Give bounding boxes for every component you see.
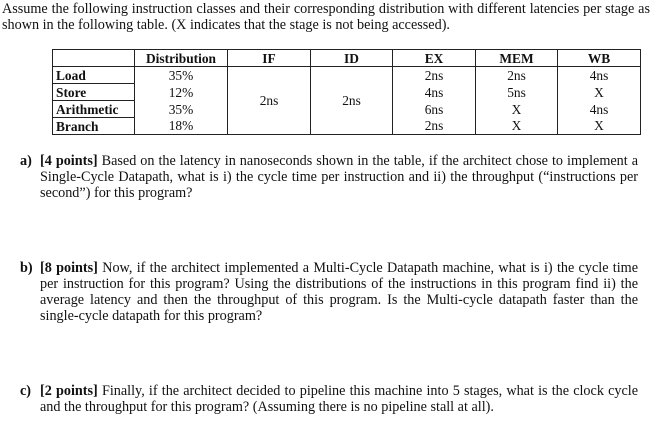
wb-cell: X xyxy=(558,118,641,135)
distribution-cell: 35% xyxy=(135,67,228,84)
question-letter: c) xyxy=(20,383,32,399)
ex-cell: 4ns xyxy=(393,84,476,101)
question-letter: a) xyxy=(20,153,32,169)
distribution-cell: 18% xyxy=(135,118,228,135)
header-if: IF xyxy=(228,50,311,67)
distribution-cell: 35% xyxy=(135,101,228,118)
mem-cell: X xyxy=(476,118,558,135)
question-b xyxy=(20,260,638,324)
question-letter: b) xyxy=(20,260,33,276)
latency-table xyxy=(52,49,641,135)
if-latency-cell: 2ns xyxy=(228,67,311,135)
question-points: [4 points] xyxy=(40,153,98,169)
question-text: Finally, if the architect decided to pipeline this machine into 5 stages, what is the clock cycle and the throughput for this program? (Assuming there is no pipeline stall at all). xyxy=(40,383,639,415)
ex-cell: 6ns xyxy=(393,101,476,118)
row-label: Branch xyxy=(53,118,135,135)
question-text: Now, if the architect implemented a Multi-Cycle Datapath machine, what is i) the cycle time per instruction for this program? Using the distributions of the instructions in this program find ii) the average latency and then the throughput of this program. Is the Multi-cycle datapath faster than the single-cycle datapath for this program? xyxy=(40,260,638,324)
question-c xyxy=(20,383,639,415)
ex-cell: 2ns xyxy=(393,118,476,135)
header-id: ID xyxy=(311,50,393,67)
header-wb: WB xyxy=(558,50,641,67)
wb-cell: 4ns xyxy=(558,67,641,84)
mem-cell: 5ns xyxy=(476,84,558,101)
row-label: Arithmetic xyxy=(53,101,135,118)
question-a xyxy=(20,153,638,201)
header-ex: EX xyxy=(393,50,476,67)
header-mem: MEM xyxy=(476,50,558,67)
wb-cell: 4ns xyxy=(558,101,641,118)
table-header-row xyxy=(53,50,641,67)
mem-cell: 2ns xyxy=(476,67,558,84)
header-distribution: Distribution xyxy=(135,50,228,67)
question-points: [2 points] xyxy=(40,383,98,399)
row-label: Store xyxy=(53,84,135,101)
question-text: Based on the latency in nanoseconds shown in the table, if the architect chose to implement a Single-Cycle Datapath, what is i) the cycle time per instruction and ii) the throughput (“instructions per second”) for this program? xyxy=(40,153,638,201)
distribution-cell: 12% xyxy=(135,84,228,101)
table-row xyxy=(53,67,641,84)
mem-cell: X xyxy=(476,101,558,118)
ex-cell: 2ns xyxy=(393,67,476,84)
row-label: Load xyxy=(53,67,135,84)
wb-cell: X xyxy=(558,84,641,101)
question-points: [8 points] xyxy=(40,260,98,276)
id-latency-cell: 2ns xyxy=(311,67,393,135)
intro-paragraph: Assume the following instruction classes and their corresponding distribution with different latencies per stage as shown in the following table. (X indicates that the stage is not being accessed). xyxy=(2,1,650,33)
table-corner-cell xyxy=(53,50,135,67)
